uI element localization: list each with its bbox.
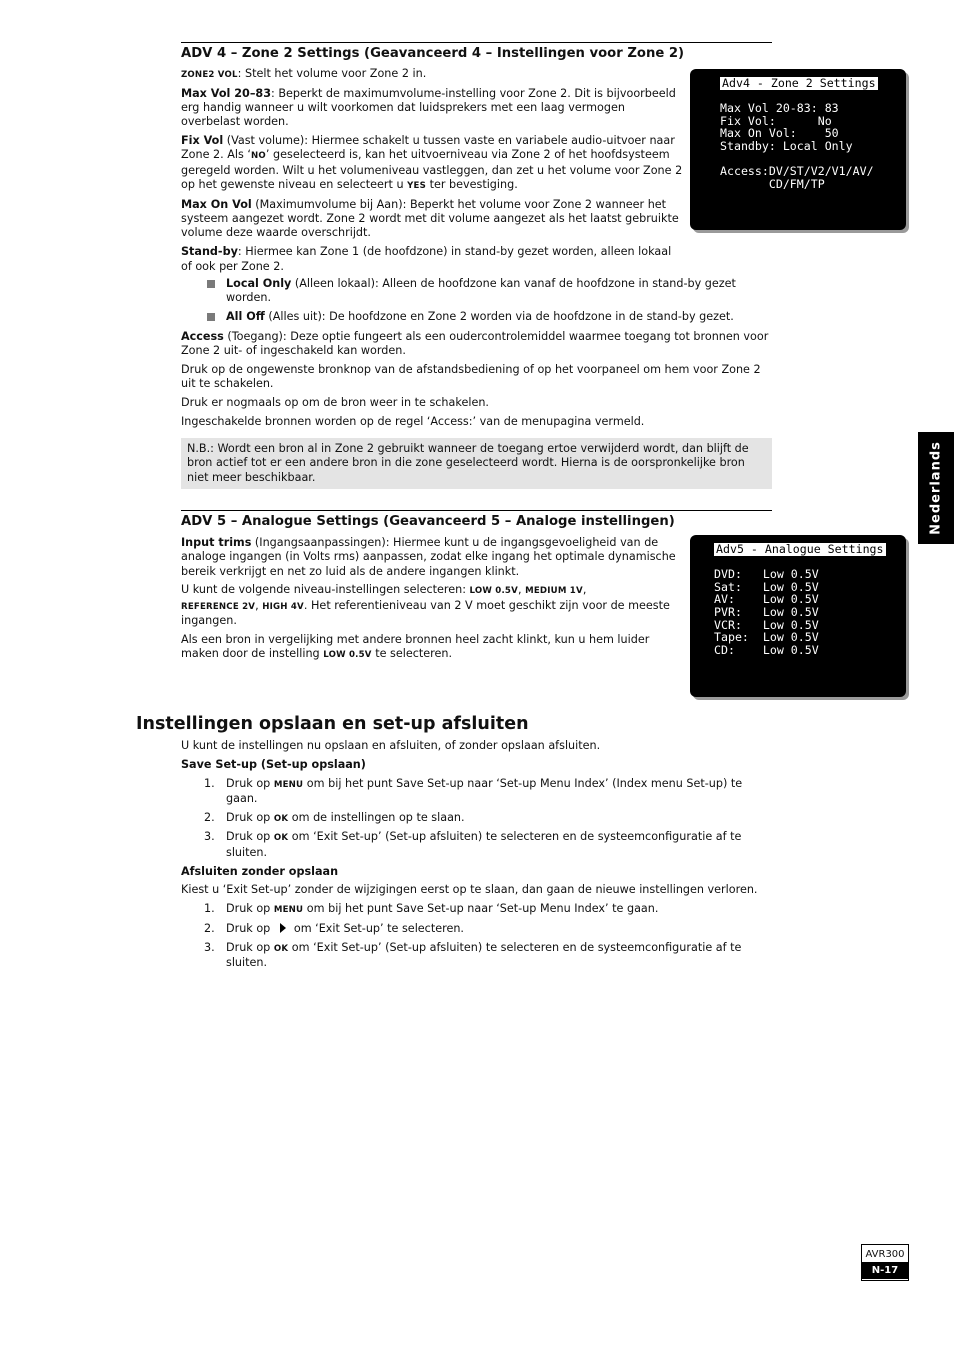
zone2vol-paragraph	[181, 67, 683, 82]
key-label: OK	[273, 833, 289, 844]
fixvol-text3: ter bevestiging.	[426, 178, 518, 192]
square-bullet-icon	[207, 313, 215, 321]
bullet-text: (Alleen lokaal): Alleen de hoofdzone kan vanaf de hoofdzone in stand-by gezet worden.	[226, 277, 736, 305]
adv4-title: ADV 4 – Zone 2 Settings (Geavanceerd 4 – Instellingen voor Zone 2)	[181, 42, 772, 62]
quiet-text: te selecteren.	[371, 647, 453, 661]
screen-line: VCR: Low 0.5V	[714, 617, 819, 632]
bullet-label: All Off	[226, 310, 265, 324]
maxonvol-label: Max On Vol	[181, 197, 252, 211]
maxvol-label: Max Vol 20–83	[181, 86, 271, 100]
quiet-paragraph	[181, 633, 683, 663]
fixvol-text1: (Vast volume): Hiermee schakelt u tussen vaste en variabele audio-uitvoer naar Zone 2. Als ‘	[181, 134, 675, 162]
list-item	[181, 902, 772, 917]
list-item	[181, 310, 772, 324]
list-item	[181, 811, 772, 826]
fixvol-label: Fix Vol	[181, 134, 224, 148]
note-box	[181, 438, 772, 489]
fixvol-text2: ’ geselecteerd is, kan het uitvoerniveau via Zone 2 of het hoofdsysteem geregeld worden. Wilt u het volumeniveau vastleggen, dan zet u het volume voor Zone 2 op het gewenste niveau en selecteert u	[181, 148, 683, 192]
screen-title: Adv4 - Zone 2 Settings	[722, 76, 876, 90]
step-text: Druk op	[226, 810, 274, 824]
separator: ,	[255, 598, 263, 612]
list-item	[181, 277, 772, 306]
screen-line: DVD: Low 0.5V	[714, 567, 819, 582]
right-arrow-icon	[280, 923, 286, 933]
standby-paragraph	[181, 245, 683, 274]
body-paragraph: Druk op de ongewenste bronknop van de afstandsbediening of op het voorpaneel om hem voor Zone 2 uit te schakelen.	[181, 363, 761, 391]
zone2vol-label: ZONE2 VOL	[181, 70, 238, 80]
levels-text: U kunt de volgende niveau-instellingen selecteren:	[181, 583, 470, 597]
list-item	[181, 922, 772, 936]
step-text: om bij het punt Save Set-up naar ‘Set-up Menu Index’ te gaan.	[303, 902, 659, 916]
access-paragraph	[181, 330, 772, 359]
language-side-tab	[918, 432, 954, 544]
fixvol-yes: YES	[407, 181, 427, 192]
step-number: 1.	[204, 776, 215, 790]
levels-text: . Het referentieniveau van 2 V moet geschikt zijn voor de meeste ingangen.	[181, 598, 670, 627]
step-text: om ‘Exit Set-up’ te selecteren.	[293, 921, 464, 935]
separator: ,	[582, 583, 587, 597]
input-trims-label: Input trims	[181, 536, 252, 549]
step-number: 3.	[204, 940, 215, 954]
standby-bullets	[181, 277, 772, 324]
save-heading: Instellingen opslaan en set-up afsluiten	[136, 714, 529, 734]
screen-line: Max Vol 20-83: 83	[720, 101, 839, 116]
screen-line: AV: Low 0.5V	[714, 592, 819, 607]
page-number: N-17	[862, 1262, 908, 1279]
input-trims-paragraph	[181, 536, 683, 579]
input-trims-text: (Ingangsaanpassingen): Hiermee kunt u de ingangsgevoeligheid van de analoge ingangen (in Volts rms) aanpassen, zodat elke ingang het optimale dynamische bereik verkrijgt en net zo luid als de andere ingangen klinkt.	[181, 536, 676, 578]
level-reference: REFERENCE 2V	[181, 601, 256, 612]
levels-paragraph	[181, 583, 683, 628]
step-text: om ‘Exit Set-up’ (Set-up afsluiten) te selecteren en de systeemconfiguratie af te sluiten.	[226, 830, 742, 859]
maxvol-text: : Beperkt de maximumvolume-instelling voor Zone 2. Dit is bijvoorbeeld erg handig wanneer u wilt voorkomen dat luidsprekers met een laag vermogen overbelast worden.	[181, 86, 676, 129]
bullet-text: (Alles uit): De hoofdzone en Zone 2 worden via de hoofdzone in de stand-by gezet.	[264, 310, 734, 324]
step-text: om ‘Exit Set-up’ (Set-up afsluiten) te selecteren en de systeemconfiguratie af te sluiten.	[226, 940, 742, 970]
list-item	[181, 941, 772, 971]
page-footer	[861, 1244, 909, 1281]
standby-label: Stand-by	[181, 245, 238, 259]
fixvol-no: NO	[250, 151, 266, 162]
square-bullet-icon	[207, 280, 215, 288]
step-text: Druk op	[226, 940, 274, 954]
quiet-level: LOW 0.5V	[323, 650, 372, 661]
fixvol-paragraph	[181, 134, 683, 193]
screen-line: Tape: Low 0.5V	[714, 630, 819, 645]
save-subheading: Save Set-up (Set-up opslaan)	[181, 757, 366, 771]
maxonvol-text: (Maximumvolume bij Aan): Beperkt het volume voor Zone 2 wanneer het systeem aangezet wordt. Zone 2 wordt met dit volume aangezet als het laatst gebruikte volume deze waarde overschrijdt.	[181, 197, 679, 240]
bullet-label: Local Only	[226, 277, 292, 290]
adv5-body	[181, 536, 683, 662]
key-label: MENU	[273, 905, 304, 916]
screen-line: Fix Vol: No	[720, 113, 832, 128]
access-text: (Toegang): Deze optie fungeert als een oudercontrolemiddel waarmee toegang tot bronnen voor Zone 2 uit- of ingeschakeld kan worden.	[181, 330, 769, 358]
lcd-screen-adv4	[690, 69, 906, 230]
screen-line: CD/FM/TP	[720, 176, 825, 191]
step-text: om de instellingen op te slaan.	[288, 810, 465, 824]
screen-line: Max On Vol: 50	[720, 126, 839, 141]
step-number: 2.	[204, 810, 215, 824]
step-number: 1.	[204, 902, 215, 916]
quiet-text: Als een bron in vergelijking met andere bronnen heel zacht klinkt, kun u hem luider maken door de instelling	[181, 632, 650, 661]
screen-line: PVR: Low 0.5V	[714, 604, 819, 619]
standby-text: : Hiermee kan Zone 1 (de hoofdzone) in stand-by gezet worden, alleen lokaal of ook per Zone 2.	[181, 245, 672, 273]
exit-intro: Kiest u ‘Exit Set-up’ zonder de wijzigingen eerst op te slaan, dan gaan de nieuwe instellingen verloren.	[181, 883, 758, 897]
lcd-screen-adv5	[690, 535, 906, 697]
zone2vol-text: : Stelt het volume voor Zone 2 in.	[237, 67, 427, 80]
save-intro: U kunt de instellingen nu opslaan en afsluiten, of zonder opslaan afsluiten.	[181, 739, 601, 752]
screen-line: Standby: Local Only	[720, 138, 853, 153]
step-text: Druk op	[226, 776, 274, 790]
level-low: LOW 0.5V	[469, 586, 518, 597]
step-text: Druk op	[226, 902, 274, 916]
access-block	[181, 330, 772, 429]
list-item	[181, 777, 772, 807]
level-high: HIGH 4V	[262, 601, 304, 612]
note-text: N.B.: Wordt een bron al in Zone 2 gebruikt wanneer de toegang ertoe verwijderd wordt, dan blijft de bron actief tot er een andere bron in die zone geselecteerd wordt. Hierna is de oorspronkelijke bron niet meer beschikbaar.	[187, 442, 749, 484]
screen-line: Access:DV/ST/V2/V1/AV/	[720, 164, 874, 179]
step-text: Druk op	[226, 830, 274, 844]
key-label: MENU	[273, 779, 304, 790]
list-item	[181, 830, 772, 860]
adv5-section	[181, 510, 772, 530]
step-text: Druk op	[226, 921, 274, 935]
exit-subheading: Afsluiten zonder opslaan	[181, 864, 339, 878]
step-number: 2.	[204, 921, 215, 935]
adv5-title: ADV 5 – Analogue Settings (Geavanceerd 5 – Analoge instellingen)	[181, 510, 772, 530]
key-label: OK	[273, 813, 289, 824]
screen-line: Sat: Low 0.5V	[714, 579, 819, 594]
body-paragraph: Ingeschakelde bronnen worden op de regel ‘Access:’ van de menupagina vermeld.	[181, 414, 645, 428]
language-label: Nederlands	[928, 441, 944, 535]
screen-title: Adv5 - Analogue Settings	[716, 542, 884, 556]
maxvol-paragraph	[181, 87, 683, 130]
body-paragraph: Druk er nogmaals op om de bron weer in te schakelen.	[181, 396, 489, 410]
separator: ,	[517, 583, 526, 597]
level-medium: MEDIUM 1V	[525, 586, 583, 597]
model-name: AVR300	[865, 1249, 905, 1260]
access-label: Access	[181, 330, 224, 343]
save-section	[181, 739, 772, 970]
step-number: 3.	[204, 830, 215, 844]
maxonvol-paragraph	[181, 198, 683, 241]
adv4-body	[181, 67, 683, 274]
key-label: OK	[273, 943, 289, 954]
screen-line: CD: Low 0.5V	[714, 642, 819, 657]
adv4-section	[181, 42, 772, 62]
step-text: om bij het punt Save Set-up naar ‘Set-up Menu Index’ (Index menu Set-up) te gaan.	[226, 776, 743, 805]
